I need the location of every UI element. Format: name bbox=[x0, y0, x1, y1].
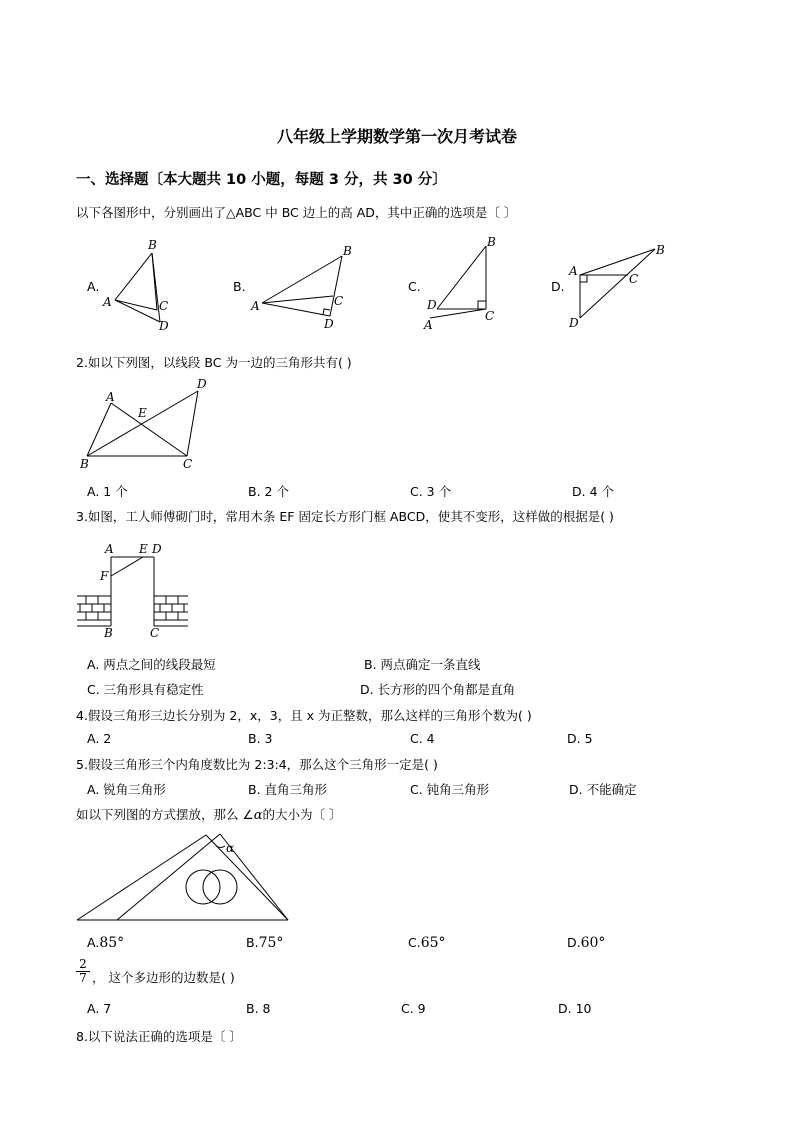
label-b: B bbox=[80, 457, 89, 471]
q6-option-c-value: 65° bbox=[420, 935, 446, 951]
label-c: C bbox=[183, 457, 193, 471]
q4-option-c[interactable]: C. 4 bbox=[410, 731, 435, 746]
question-8-text: 8.以下说法正确的选项是〔 〕 bbox=[76, 1029, 242, 1044]
q7-fraction-numerator: 2 bbox=[79, 957, 87, 971]
label-b: B bbox=[656, 243, 665, 257]
label-alpha: α bbox=[226, 841, 235, 855]
label-a: A bbox=[105, 542, 114, 556]
label-d: D bbox=[159, 319, 169, 333]
label-c: C bbox=[334, 294, 344, 308]
q5-option-b[interactable]: B. 直角三角形 bbox=[248, 782, 328, 797]
q2-option-b[interactable]: B. 2 个 bbox=[248, 484, 289, 499]
q5-option-a[interactable]: A. 锐角三角形 bbox=[87, 782, 166, 797]
question-5-text: 5.假设三角形三个内角度数比为 2:3:4，那么这个三角形一定是( ) bbox=[76, 757, 438, 772]
label-d: D bbox=[197, 377, 207, 391]
q3-figure-door bbox=[75, 540, 193, 642]
q2-option-a[interactable]: A. 1 个 bbox=[87, 484, 128, 499]
question-2-text: 2.如以下列图，以线段 BC 为一边的三角形共有( ) bbox=[76, 355, 352, 370]
q6-option-c[interactable] bbox=[408, 935, 446, 951]
label-d: D bbox=[569, 316, 579, 330]
q7-option-c[interactable]: C. 9 bbox=[401, 1001, 426, 1016]
q1-option-a[interactable]: A. bbox=[87, 279, 100, 294]
q6-option-a-value: 85° bbox=[99, 935, 125, 951]
q4-option-d[interactable]: D. 5 bbox=[567, 731, 593, 746]
label-a: A bbox=[103, 295, 112, 309]
q6-option-d[interactable] bbox=[567, 935, 605, 951]
q4-option-b[interactable]: B. 3 bbox=[248, 731, 273, 746]
alpha-symbol: α bbox=[253, 808, 263, 823]
question-1-text: 以下各图形中，分别画出了△ABC 中 BC 边上的高 AD，其中正确的选项是〔 〕 bbox=[76, 205, 517, 220]
q6-text-post: 的大小为〔 〕 bbox=[262, 807, 342, 822]
q7-option-b[interactable]: B. 8 bbox=[246, 1001, 271, 1016]
question-3-text: 3.如图，工人师傅砌门时，常用木条 EF 固定长方形门框 ABCD，使其不变形，这样做的根据是( ) bbox=[76, 509, 614, 524]
label-c: C bbox=[485, 309, 495, 323]
q3-option-a[interactable]: A. 两点之间的线段最短 bbox=[87, 657, 216, 672]
page-title: 八年级上学期数学第一次月考试卷 bbox=[276, 127, 517, 146]
q6-option-b-letter: B. bbox=[246, 935, 259, 950]
q6-option-d-letter: D. bbox=[567, 935, 581, 950]
q1-figure-a bbox=[95, 232, 185, 337]
q6-option-a-letter: A. bbox=[87, 935, 100, 950]
q5-option-d[interactable]: D. 不能确定 bbox=[569, 782, 637, 797]
question-6-text bbox=[76, 805, 341, 823]
section-heading: 一、选择题〔本大题共 10 小题，每题 3 分，共 30 分〕 bbox=[76, 172, 447, 188]
q7-fraction bbox=[76, 958, 90, 985]
label-e: E bbox=[138, 406, 147, 420]
q4-option-a[interactable]: A. 2 bbox=[87, 731, 112, 746]
question-7-text: ， 这个多边形的边数是( ) bbox=[92, 970, 235, 985]
q6-option-a[interactable] bbox=[87, 935, 124, 951]
label-e: E bbox=[139, 542, 148, 556]
question-4-text: 4.假设三角形三边长分别为 2，x，3，且 x 为正整数，那么这样的三角形个数为( ) bbox=[76, 708, 532, 723]
q7-fraction-denominator: 7 bbox=[76, 971, 90, 985]
label-b: B bbox=[148, 238, 157, 252]
label-c: C bbox=[159, 299, 169, 313]
q6-figure-triangles bbox=[75, 830, 295, 925]
q6-option-b-value: 75° bbox=[258, 935, 284, 951]
label-d: D bbox=[427, 298, 437, 312]
q6-option-d-value: 60° bbox=[580, 935, 606, 951]
label-a: A bbox=[106, 390, 115, 404]
q1-option-c[interactable]: C. bbox=[408, 279, 421, 294]
label-a: A bbox=[251, 299, 260, 313]
q1-figure-d bbox=[565, 238, 670, 333]
q1-option-b[interactable]: B. bbox=[233, 279, 246, 294]
q1-figure-c bbox=[420, 232, 500, 332]
q6-option-c-letter: C. bbox=[408, 935, 421, 950]
q7-option-a[interactable]: A. 7 bbox=[87, 1001, 112, 1016]
label-d: D bbox=[152, 542, 162, 556]
label-c: C bbox=[150, 626, 160, 640]
q7-option-d[interactable]: D. 10 bbox=[558, 1001, 592, 1016]
label-b: B bbox=[104, 626, 113, 640]
label-a: A bbox=[569, 264, 578, 278]
label-f: F bbox=[100, 569, 109, 583]
q1-figure-b bbox=[250, 240, 360, 335]
q2-option-c[interactable]: C. 3 个 bbox=[410, 484, 452, 499]
q2-option-d[interactable]: D. 4 个 bbox=[572, 484, 614, 499]
label-b: B bbox=[487, 235, 496, 249]
label-a: A bbox=[424, 318, 433, 332]
q3-option-b[interactable]: B. 两点确定一条直线 bbox=[364, 657, 481, 672]
label-c: C bbox=[629, 272, 639, 286]
q2-figure bbox=[75, 374, 215, 472]
q6-text-pre: 如以下列图的方式摆放，那么 ∠ bbox=[76, 807, 254, 822]
label-d: D bbox=[324, 317, 334, 331]
q5-option-c[interactable]: C. 钝角三角形 bbox=[410, 782, 490, 797]
q3-option-d[interactable]: D. 长方形的四个角都是直角 bbox=[360, 682, 516, 697]
q1-option-d[interactable]: D. bbox=[551, 279, 565, 294]
label-b: B bbox=[343, 244, 352, 258]
q3-option-c[interactable]: C. 三角形具有稳定性 bbox=[87, 682, 204, 697]
q6-option-b[interactable] bbox=[246, 935, 283, 951]
